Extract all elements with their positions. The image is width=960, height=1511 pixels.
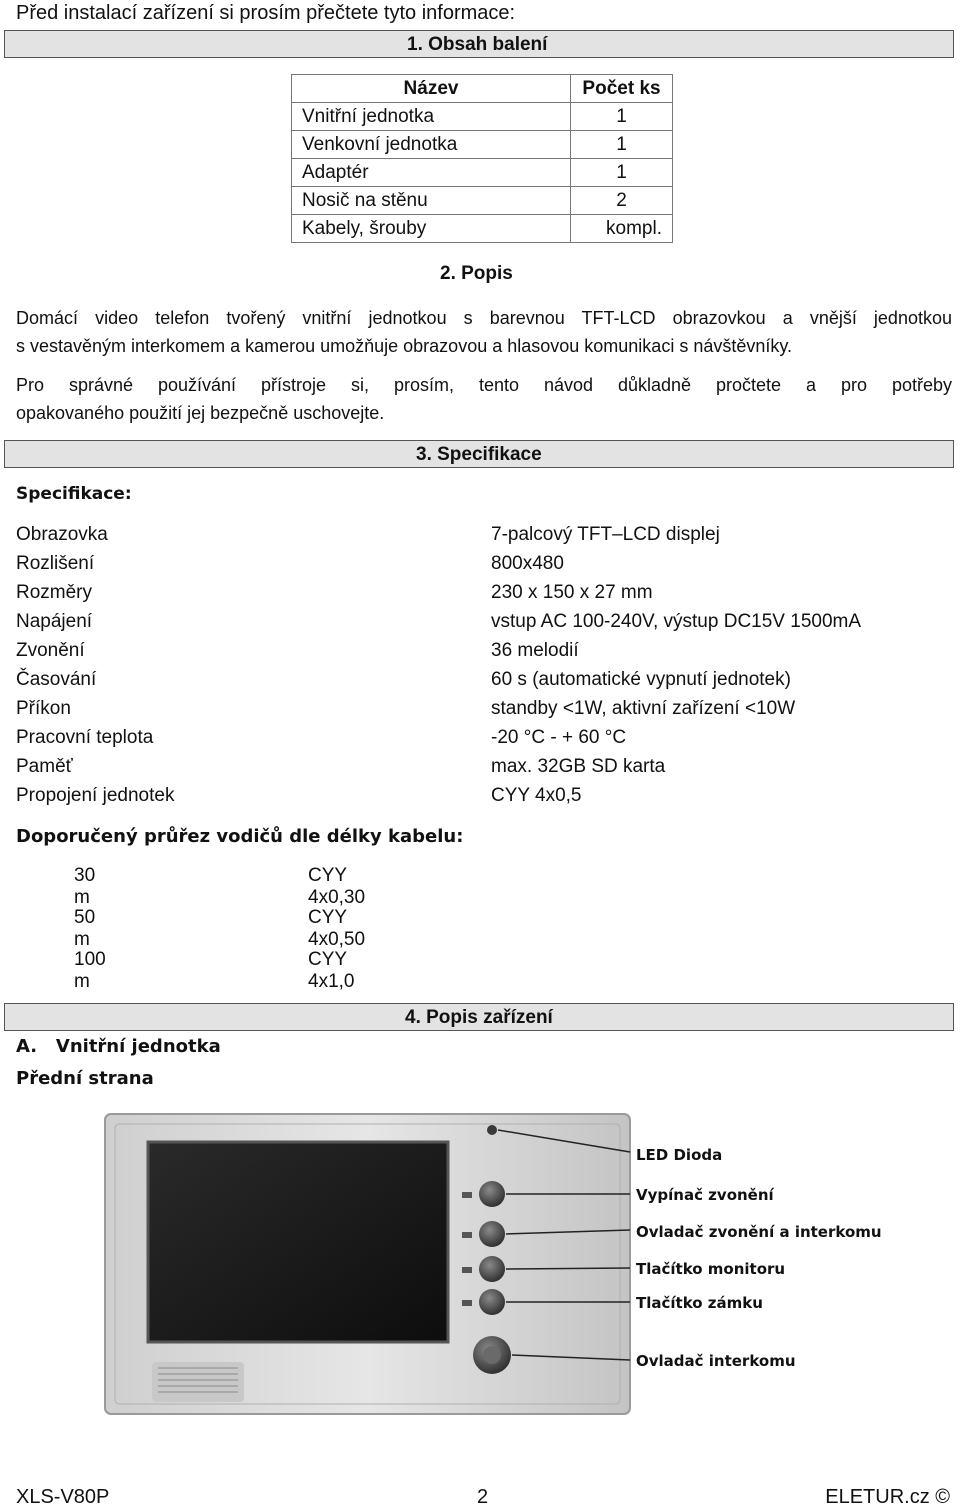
- description-line-2: s vestavěným interkomem a kamerou umožňuje obrazovou a hlasovou komunikaci s návštěvníky.: [16, 336, 793, 356]
- callout-lock-button: Tlačítko zámku: [636, 1294, 763, 1312]
- spec-value: -20 °C - + 60 °C: [491, 727, 627, 748]
- spec-label: Obrazovka: [16, 524, 108, 545]
- specs-subtitle: Specifikace:: [16, 484, 132, 504]
- package-contents-table: [291, 74, 673, 243]
- spec-row: [16, 669, 956, 698]
- item-name: Kabely, šrouby: [292, 215, 571, 243]
- spec-label: Časování: [16, 669, 97, 690]
- table-row: [292, 131, 673, 159]
- item-name: Vnitřní jednotka: [292, 103, 571, 131]
- spec-value: 7-palcový TFT–LCD displej: [491, 524, 720, 545]
- section-1-title: 1. Obsah balení: [407, 34, 548, 55]
- spec-value: 800x480: [491, 553, 564, 574]
- table-row: [292, 187, 673, 215]
- item-count: 1: [571, 103, 673, 131]
- item-name: Venkovní jednotka: [292, 131, 571, 159]
- section-3-title: 3. Specifikace: [416, 444, 542, 465]
- table-row: [292, 159, 673, 187]
- callout-monitor-button: Tlačítko monitoru: [636, 1260, 786, 1278]
- spec-row: [16, 727, 956, 756]
- spec-label: Rozlišení: [16, 553, 95, 574]
- spec-row: [16, 611, 956, 640]
- item-count: 2: [571, 187, 673, 215]
- spec-label: Napájení: [16, 611, 93, 632]
- section-1-band: [4, 30, 954, 58]
- item-name: Nosič na stěnu: [292, 187, 571, 215]
- indoor-unit-label: A. Vnitřní jednotka: [16, 1036, 221, 1057]
- spec-row: [16, 785, 956, 814]
- cable-type: CYY 4x0,50: [308, 907, 366, 950]
- item-name: Adaptér: [292, 159, 571, 187]
- spec-row: [16, 756, 956, 785]
- section-4-band: [4, 1003, 954, 1031]
- cable-heading: Doporučený průřez vodičů dle délky kabelu:: [16, 826, 464, 847]
- usage-note-line-2: opakovaného použití jej bezpečně uschovejte.: [16, 403, 385, 423]
- callout-led: LED Dioda: [636, 1146, 723, 1164]
- section-3-band: [4, 440, 954, 468]
- spec-row: [16, 524, 956, 553]
- spec-label: Zvonění: [16, 640, 85, 661]
- table-header-row: [292, 75, 673, 103]
- spec-row: [16, 698, 956, 727]
- spec-label: Propojení jednotek: [16, 785, 175, 806]
- spec-value: vstup AC 100-240V, výstup DC15V 1500mA: [491, 611, 862, 632]
- usage-note-line-1: Pro správné používání přístroje si, prosím, tento návod důkladně pročtete a pro potřeby: [16, 375, 952, 395]
- table-row: [292, 215, 673, 243]
- section-2-title: 2. Popis: [440, 263, 513, 284]
- footer-page-number: 2: [477, 1486, 489, 1508]
- item-count: 1: [571, 159, 673, 187]
- section-4-title: 4. Popis zařízení: [405, 1007, 553, 1028]
- footer-brand: ELETUR.cz ©: [825, 1486, 950, 1508]
- spec-label: Příkon: [16, 698, 71, 719]
- spec-value: 230 x 150 x 27 mm: [491, 582, 653, 603]
- spec-row: [16, 640, 956, 669]
- spec-value: 60 s (automatické vypnutí jednotek): [491, 669, 791, 690]
- cable-type: CYY 4x0,30: [308, 865, 366, 908]
- spec-label: Paměť: [16, 756, 73, 777]
- cable-length: 30 m: [74, 865, 96, 908]
- table-row: [292, 103, 673, 131]
- intro-text: Před instalací zařízení si prosím přečtete tyto informace:: [16, 2, 516, 24]
- spec-label: Pracovní teplota: [16, 727, 154, 748]
- callout-intercom-control: Ovladač interkomu: [636, 1352, 796, 1370]
- item-count: kompl.: [571, 215, 673, 243]
- spec-row: [16, 553, 956, 582]
- spec-value: standby <1W, aktivní zařízení <10W: [491, 698, 796, 719]
- spec-value: 36 melodií: [491, 640, 579, 661]
- spec-value: max. 32GB SD karta: [491, 756, 666, 777]
- indoor-unit-illustration: [100, 1110, 885, 1420]
- front-side-label: Přední strana: [16, 1068, 154, 1089]
- footer-model: XLS-V80P: [16, 1486, 110, 1508]
- callout-ring-intercom-control: Ovladač zvonění a interkomu: [636, 1223, 882, 1241]
- indoor-unit-photo: [100, 1110, 885, 1420]
- spec-label: Rozměry: [16, 582, 93, 603]
- column-header-name: Název: [292, 75, 571, 103]
- callout-ring-switch: Vypínač zvonění: [636, 1186, 774, 1204]
- spec-row: [16, 582, 956, 611]
- spec-value: CYY 4x0,5: [491, 785, 582, 806]
- column-header-count: Počet ks: [571, 75, 673, 103]
- cable-type: CYY 4x1,0: [308, 949, 355, 992]
- description-line-1: Domácí video telefon tvořený vnitřní jednotkou s barevnou TFT-LCD obrazovkou a vnější jednotkou: [16, 308, 952, 328]
- cable-length: 100 m: [74, 949, 106, 992]
- item-count: 1: [571, 131, 673, 159]
- cable-length: 50 m: [74, 907, 96, 950]
